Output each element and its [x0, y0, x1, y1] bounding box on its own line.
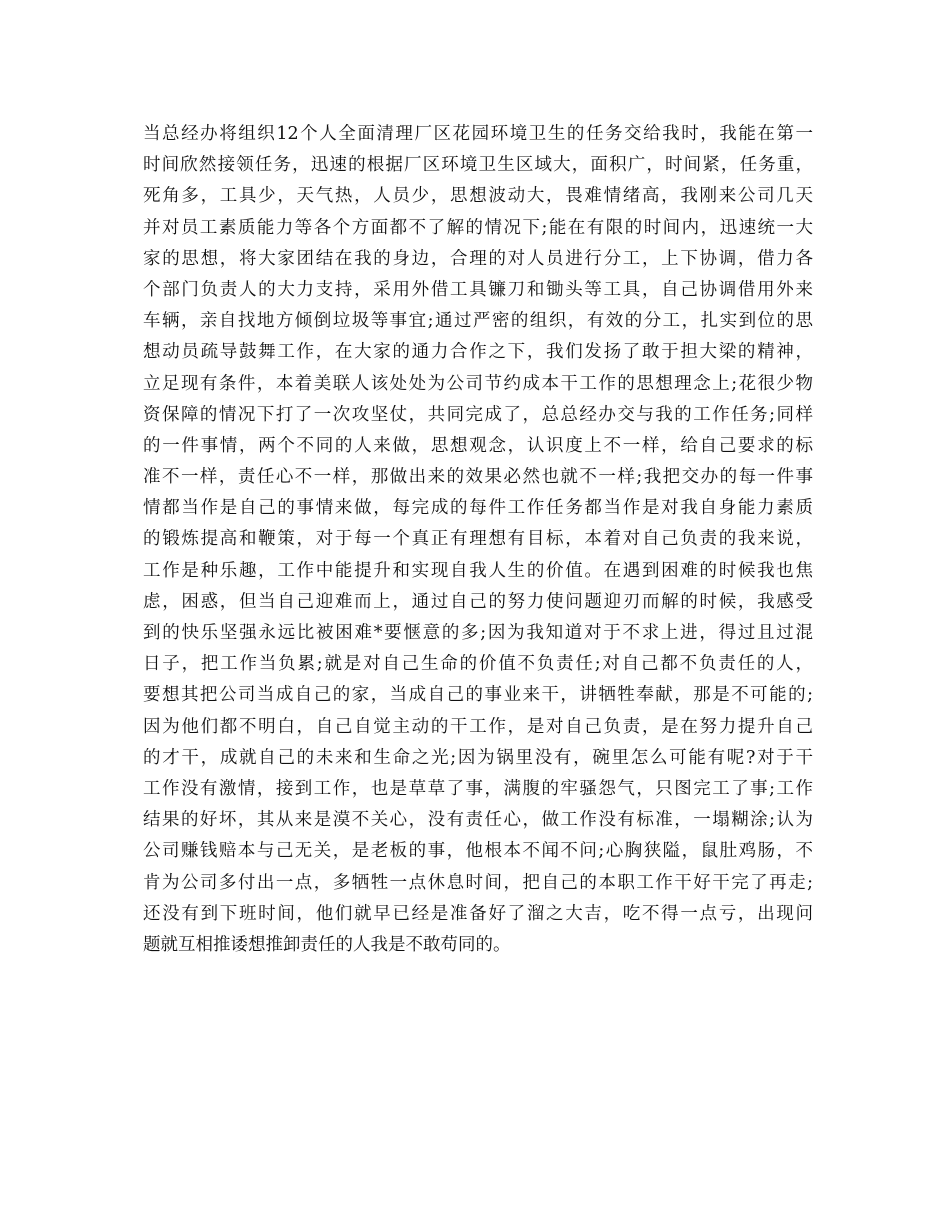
text-line: 当总经办将组织12个人全面清理厂区花园环境卫生的任务交给我时，我能在第一: [143, 124, 813, 144]
text-line: 工作是种乐趣，工作中能提升和实现自我人生的价值。在遇到困难的时候我也焦: [143, 560, 813, 581]
text-line: 虑，困惑，但当自己迎难而上，通过自己的努力使问题迎刃而解的时候，我感受: [143, 591, 813, 612]
text-line: 准不一样，责任心不一样，那做出来的效果必然也就不一样;我把交办的每一件事: [143, 467, 813, 488]
text-line: 日子，把工作当负累;就是对自己生命的价值不负责任;对自己都不负责任的人，: [143, 654, 813, 675]
text-line: 肯为公司多付出一点，多牺牲一点休息时间，把自己的本职工作干好干完了再走;: [143, 872, 813, 893]
text-line: 情都当作是自己的事情来做，每完成的每件工作任务都当作是对我自身能力素质: [143, 498, 813, 519]
text-line: 想动员疏导鼓舞工作，在大家的通力合作之下，我们发扬了敢于担大梁的精神，: [143, 342, 813, 363]
text-line: 的才干，成就自己的未来和生命之光;因为锅里没有，碗里怎么可能有呢?对于干: [143, 747, 813, 768]
text-line: 个部门负责人的大力支持，采用外借工具镰刀和锄头等工具，自己协调借用外来: [143, 279, 813, 300]
text-line: 并对员工素质能力等各个方面都不了解的情况下;能在有限的时间内，迅速统一大: [143, 217, 813, 238]
text-line: 要想其把公司当成自己的家，当成自己的事业来干，讲牺牲奉献，那是不可能的;: [143, 685, 813, 706]
text-line: 车辆，亲自找地方倾倒垃圾等事宜;通过严密的组织，有效的分工，扎实到位的思: [143, 311, 813, 332]
text-line: 公司赚钱赔本与己无关，是老板的事，他根本不闻不问;心胸狭隘，鼠肚鸡肠，不: [143, 841, 813, 862]
text-line: 还没有到下班时间，他们就早已经是准备好了溜之大吉，吃不得一点亏，出现问: [143, 903, 813, 924]
text-line: 因为他们都不明白，自己自觉主动的干工作，是对自己负责，是在努力提升自己: [143, 716, 813, 737]
text-line: 家的思想，将大家团结在我的身边，合理的对人员进行分工，上下协调，借力各: [143, 248, 813, 269]
body-paragraph: [143, 119, 813, 961]
text-line: 资保障的情况下打了一次攻坚仗，共同完成了，总总经办交与我的工作任务;同样: [143, 404, 813, 425]
text-line: 工作没有激情，接到工作，也是草草了事，满腹的牢骚怨气，只图完工了事;工作: [143, 778, 813, 799]
text-line: 到的快乐坚强永远比被困难*要惬意的多;因为我知道对于不求上进，得过且过混: [143, 623, 813, 643]
text-line: 时间欣然接领任务，迅速的根据厂区环境卫生区域大，面积广，时间紧，任务重，: [143, 155, 813, 176]
text-line: 结果的好坏，其从来是漠不关心，没有责任心，做工作没有标准，一塌糊涂;认为: [143, 810, 813, 831]
text-line: 题就互相推诿想推卸责任的人我是不敢苟同的。: [143, 934, 511, 955]
text-line: 的一件事情，两个不同的人来做，思想观念，认识度上不一样，给自己要求的标: [143, 435, 813, 456]
text-line: 的锻炼提高和鞭策，对于每一个真正有理想有目标，本着对自己负责的我来说，: [143, 529, 813, 550]
text-line: 死角多，工具少，天气热，人员少，思想波动大，畏难情绪高，我刚来公司几天: [143, 186, 813, 207]
text-line: 立足现有条件，本着美联人该处处为公司节约成本干工作的思想理念上;花很少物: [143, 373, 813, 394]
